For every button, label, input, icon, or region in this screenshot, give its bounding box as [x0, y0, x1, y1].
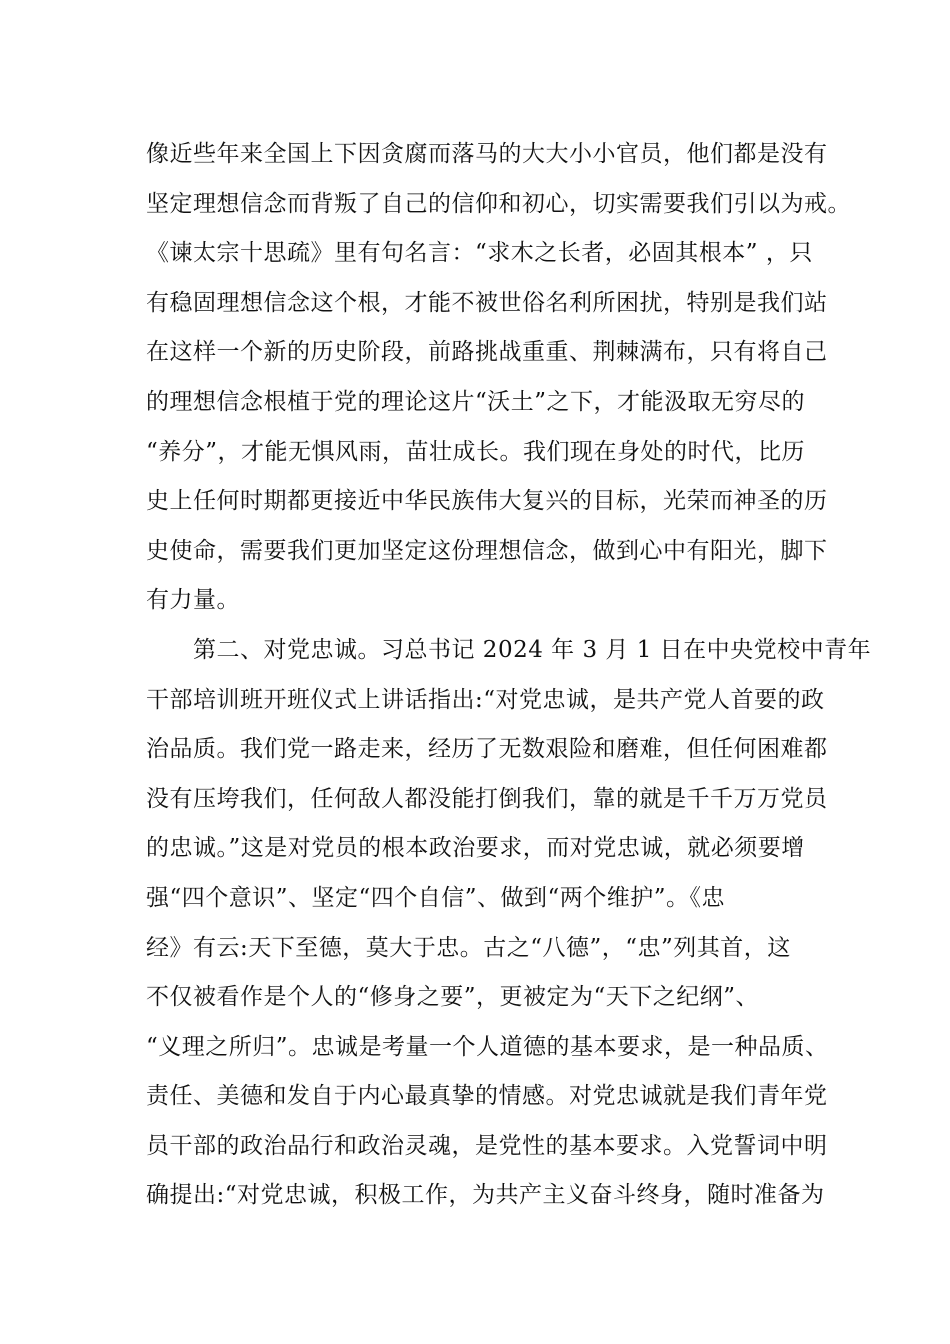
- text-line-8: 史上任何时期都更接近中华民族伟大复兴的目标，光荣而神圣的历: [146, 488, 828, 515]
- text-line-3: 《谏太宗十思疏》里有句名言：“求木之长者，必固其根本” ，只: [146, 240, 813, 267]
- text-line-14: 没有压垮我们，任何敌人都没能打倒我们，靠的就是千千万万党员: [146, 785, 828, 812]
- text-line-21: 员干部的政治品行和政治灵魂，是党性的基本要求。入党誓词中明: [146, 1132, 828, 1159]
- text-line-7: “养分”，才能无惧风雨，苗壮成长。我们现在身处的时代，比历: [146, 438, 806, 465]
- text-line-4: 有稳固理想信念这个根，才能不被世俗名利所困扰，特别是我们站: [146, 289, 828, 316]
- text-line-2: 坚定理想信念而背叛了自己的信仰和初心，切实需要我们引以为戒。: [146, 190, 851, 217]
- text-line-20: 责任、美德和发自于内心最真挚的情感。对党忠诚就是我们青年党: [146, 1083, 828, 1110]
- text-line-16: 强“四个意识”、坚定“四个自信”、做到“两个维护”。《忠: [146, 884, 726, 911]
- text-line-18: 不仅被看作是个人的“修身之要”，更被定为“天下之纪纲”、: [146, 984, 760, 1011]
- text-line-11: 第二、对党忠诚。习总书记 2024 年 3 月 1 日在中央党校中青年: [146, 636, 872, 663]
- text-line-22: 确提出:“对党忠诚，积极工作，为共产主义奋斗终身，随时准备为: [146, 1182, 825, 1209]
- text-line-15: 的忠诚。”这是对党员的根本政治要求，而对党忠诚，就必须要增: [146, 835, 805, 862]
- text-line-1: 像近些年来全国上下因贪腐而落马的大大小小官员，他们都是没有: [146, 141, 828, 167]
- text-line-9: 史使命，需要我们更加坚定这份理想信念，做到心中有阳光，脚下: [146, 537, 828, 564]
- text-line-19: “义理之所归”。忠诚是考量一个人道德的基本要求，是一种品质、: [146, 1033, 829, 1060]
- text-line-6: 的理想信念根植于党的理论这片“沃土”之下，才能汲取无穷尽的: [146, 388, 806, 415]
- text-line-10: 有力量。: [146, 587, 240, 614]
- text-line-17: 经》有云:天下至德，莫大于忠。古之“八德”，“忠”列其首，这: [146, 934, 791, 961]
- text-line-12: 干部培训班开班仪式上讲话指出:“对党忠诚，是共产党人首要的政: [146, 686, 825, 713]
- body-text: [146, 130, 872, 1221]
- text-line-13: 治品质。我们党一路走来，经历了无数艰险和磨难，但任何困难都: [146, 736, 828, 763]
- text-line-5: 在这样一个新的历史阶段，前路挑战重重、荆棘满布，只有将自己: [146, 339, 828, 366]
